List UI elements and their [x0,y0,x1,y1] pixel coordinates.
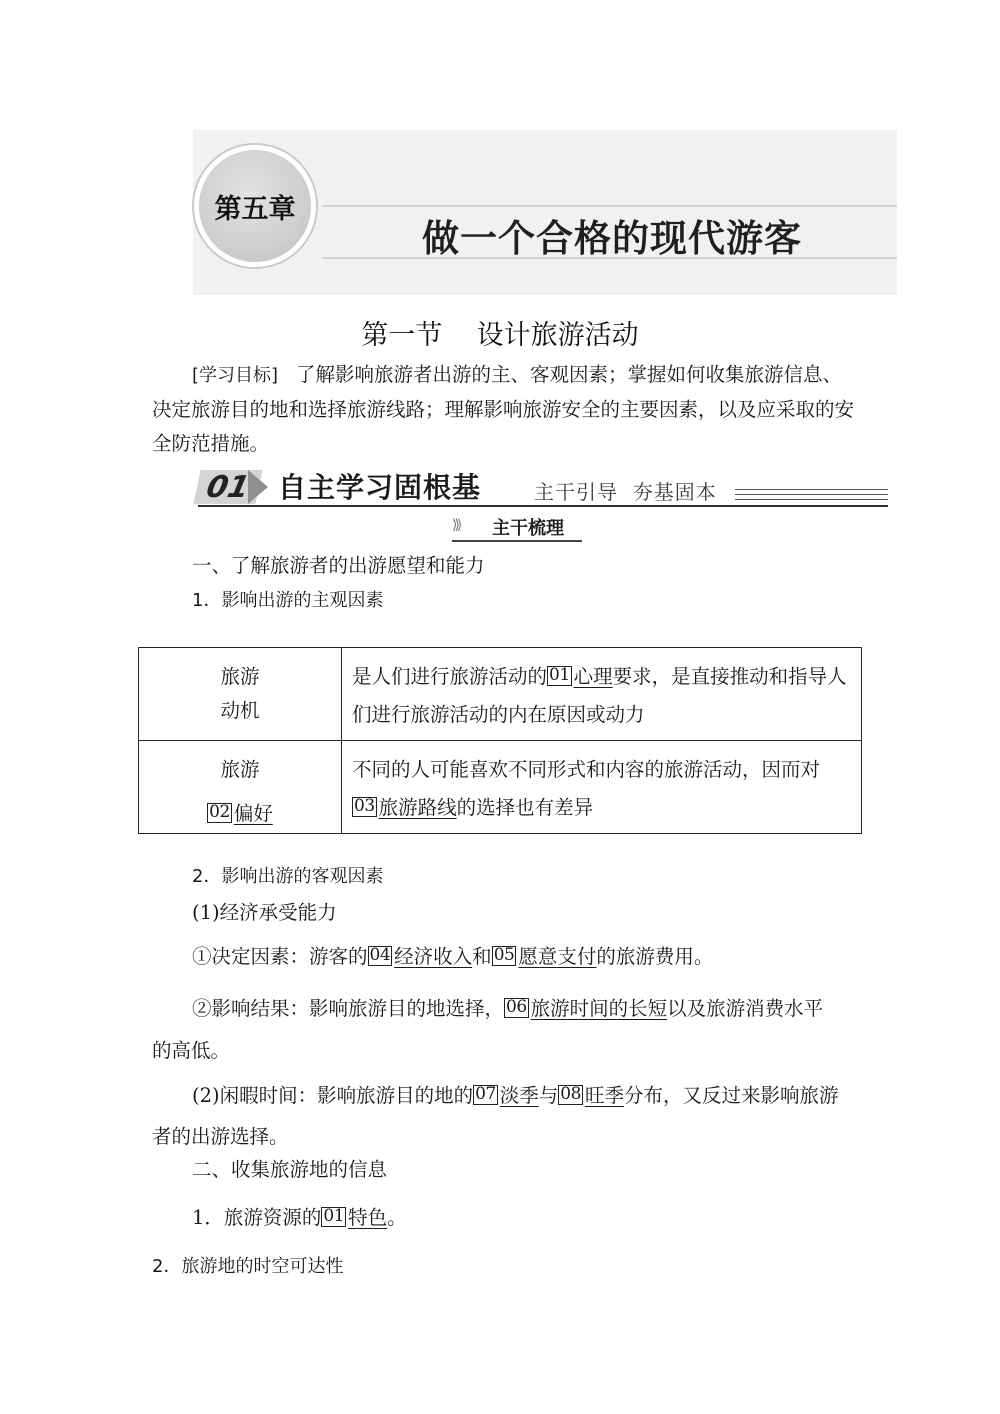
term-line: 旅游 [220,665,260,688]
blank-number: 02 [209,802,230,822]
text: 和 [472,945,492,968]
desc-text: 要求，是直接推动和指导人们进行旅游活动的内在原因或动力 [352,665,847,726]
section-title: 第一节 设计旅游活动 [361,320,639,351]
part2-item-1 [192,1202,407,1230]
part1-heading: 一、了解旅游者的出游愿望和能力 [192,554,485,577]
text: 以及旅游消费水平 [667,997,824,1020]
term-line: 旅游 [220,758,260,781]
part2-heading: 二、收集旅游地的信息 [192,1158,388,1181]
term-blank [140,797,340,831]
text: ①决定因素：游客的 [192,945,368,968]
text: 分布，又反过来影响旅游 [623,1084,839,1107]
chapter-badge-label: 第五章 [214,193,296,225]
blank-number: 06 [506,997,527,1017]
blank-answer: 特色 [348,1206,388,1229]
blank-answer: 心理 [573,665,613,688]
module-deco-line [735,494,888,495]
text: 1．旅游资源的 [192,1206,322,1229]
text: ②影响结果：影响旅游目的地选择， [192,997,505,1020]
outline-tag-underline [452,540,582,542]
blank-answer: 旅游时间的长短 [530,997,668,1020]
desc-text: 的选择也有差异 [456,796,594,819]
module-title: 自主学习固根基 [278,471,482,504]
blank-number: 04 [369,945,391,965]
econ-item-2 [192,993,823,1021]
blank-answer: 愿意支付 [518,945,597,968]
module-deco-line [735,489,888,490]
leisure-item [192,1080,838,1108]
text: 与 [538,1084,559,1107]
module-deco-line [735,499,888,500]
term-line: 动机 [220,699,260,722]
table-cell-term [139,741,342,834]
blank-number: 01 [323,1206,345,1226]
module-subtitle: 主干引导 夯基固本 [534,480,717,504]
blank-number: 01 [549,665,570,685]
blank-number: 03 [354,796,375,816]
table-row [139,741,862,834]
leisure-item-cont: 者的出游选择。 [152,1125,289,1148]
econ-item-1 [192,941,713,969]
blank-answer: 经济收入 [394,945,473,968]
table-cell-term [139,648,342,741]
chapter-badge [194,145,316,267]
blank-number: 05 [493,945,515,965]
banner-rule-top [322,205,897,207]
module-baseline [198,505,888,507]
econ-item-2-cont: 的高低。 [152,1039,231,1062]
text: 。 [387,1206,407,1229]
table-row [139,648,862,741]
blank-number: 08 [560,1084,581,1104]
objectives-label: [学习目标] [192,365,279,386]
text: 的旅游费用。 [596,945,714,968]
chevrons-icon: ⟩⟩⟩ [452,517,460,533]
outline-tag: 主干梳理 [492,518,564,539]
part2-item-2: 2．旅游地的时空可达性 [152,1256,344,1277]
desc-text: 是人们进行旅游活动的 [352,665,548,688]
blank-answer: 偏好 [233,802,273,825]
learning-objectives [152,358,857,461]
part1-sub2: 2．影响出游的客观因素 [192,866,384,887]
econ-heading: (1)经济承受能力 [192,901,337,924]
chapter-title: 做一个合格的现代游客 [422,217,802,260]
blank-number: 07 [475,1084,496,1104]
table-cell-desc [342,648,862,741]
part1-sub1: 1．影响出游的主观因素 [192,590,384,611]
table-cell-desc [342,741,862,834]
module-number: 01 [203,469,253,505]
desc-text: 不同的人可能喜欢不同形式和内容的旅游活动，因而对 [352,758,821,781]
blank-answer: 淡季 [499,1084,539,1107]
objectives-text: 了解影响旅游者出游的主、客观因素；掌握如何收集旅游信息、决定旅游目的地和选择旅游线路；理解影响旅游安全的主要因素，以及应采取的安全防范措施。 [152,363,855,455]
blank-answer: 旺季 [584,1084,624,1107]
text: (2)闲暇时间：影响旅游目的地的 [192,1084,474,1107]
module-arrow-icon [248,470,268,504]
subjective-factors-table [138,647,862,834]
blank-answer: 旅游路线 [378,796,457,819]
